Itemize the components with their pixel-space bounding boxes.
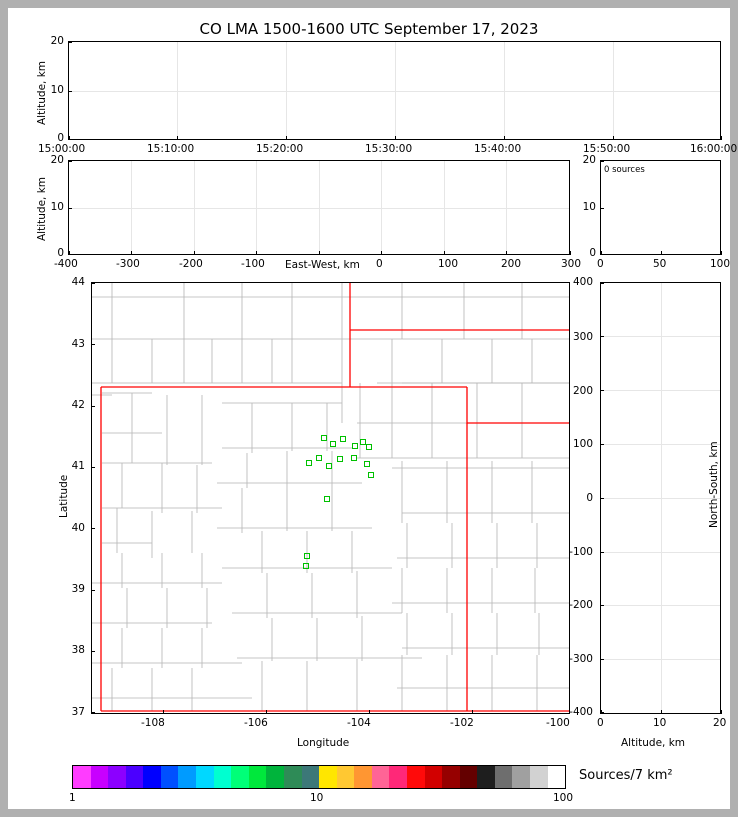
map-ytick-44: 44 (71, 276, 85, 288)
time-height-xtick-5: 15:50:00 (583, 143, 631, 155)
source-marker (324, 496, 330, 502)
colorbar-swatch (407, 766, 425, 788)
source-marker (303, 563, 309, 569)
ns-height-xtick-10: 10 (653, 717, 667, 729)
colorbar-tick-100: 100 (553, 792, 574, 804)
map-plot-area (92, 283, 569, 713)
source-marker (364, 461, 370, 467)
ew-height-ytick-0: 0 (57, 247, 64, 259)
ew-height-xtick-6: 200 (501, 258, 522, 270)
colorbar-swatch (249, 766, 267, 788)
ew-height-xlabel: East-West, km (285, 259, 360, 271)
source-marker (306, 460, 312, 466)
colorbar-tick-10: 10 (310, 792, 324, 804)
ns-height-ytick-300: 300 (572, 331, 593, 343)
ns-height-xlabel: Altitude, km (621, 737, 686, 749)
ew-height-xtick-7: 300 (561, 258, 582, 270)
map-xtick-108: -108 (141, 717, 165, 729)
map-ytick-39: 39 (71, 583, 85, 595)
source-histogram-xtick-0: 0 (597, 258, 604, 270)
source-marker (304, 553, 310, 559)
ns-height-plot-area (601, 283, 720, 713)
time-height-plot-area (69, 42, 720, 139)
ew-height-ylabel: Altitude, km (36, 176, 48, 241)
time-height-xtick-4: 15:40:00 (474, 143, 522, 155)
colorbar-swatch (512, 766, 530, 788)
figure-canvas (8, 8, 738, 809)
source-count-annotation: 0 sources (604, 165, 645, 175)
map-xtick-104: -104 (347, 717, 371, 729)
colorbar-swatch (73, 766, 91, 788)
time-height-ytick-20: 20 (50, 35, 64, 47)
source-histogram-ytick-10: 10 (582, 201, 596, 213)
map-ylabel: Latitude (58, 474, 70, 518)
colorbar-swatch (161, 766, 179, 788)
colorbar-swatch (460, 766, 478, 788)
ns-height-xtick-0: 0 (597, 717, 604, 729)
map-xlabel: Longitude (297, 737, 350, 749)
time-height-ylabel: Altitude, km (36, 60, 48, 125)
ns-height-ytick-200: 200 (572, 385, 593, 397)
map-ytick-42: 42 (71, 399, 85, 411)
ew-height-plot-area (69, 161, 569, 254)
time-height-xtick-3: 15:30:00 (365, 143, 413, 155)
time-height-ytick-10: 10 (50, 84, 64, 96)
source-marker (366, 444, 372, 450)
source-histogram-ytick-20: 20 (582, 154, 596, 166)
colorbar-swatch (442, 766, 460, 788)
source-marker (337, 456, 343, 462)
colorbar-swatch (530, 766, 548, 788)
source-marker (321, 435, 327, 441)
ns-height-ylabel: North-South, km (708, 441, 720, 528)
colorbar-swatch (143, 766, 161, 788)
colorbar-swatch (548, 766, 566, 788)
colorbar-tick-1: 1 (69, 792, 76, 804)
map-ytick-37: 37 (71, 706, 85, 718)
source-marker (351, 455, 357, 461)
time-height-xtick-2: 15:20:00 (256, 143, 304, 155)
source-marker (368, 472, 374, 478)
colorbar-swatch (266, 766, 284, 788)
time-height-xtick-1: 15:10:00 (147, 143, 195, 155)
colorbar-swatch (178, 766, 196, 788)
ns-height-ytick--300: -300 (569, 653, 593, 665)
map-xtick-100: -100 (546, 717, 570, 729)
map-ytick-40: 40 (71, 522, 85, 534)
ew-height-xtick-0: -400 (54, 258, 78, 270)
ns-height-xtick-20: 20 (713, 717, 727, 729)
colorbar-swatch (108, 766, 126, 788)
ns-height-panel[interactable] (600, 282, 721, 714)
colorbar-swatch (231, 766, 249, 788)
colorbar-swatch (284, 766, 302, 788)
colorbar-swatch (372, 766, 390, 788)
colorbar-swatch (126, 766, 144, 788)
ew-height-panel[interactable] (68, 160, 570, 255)
ns-height-ytick-0: 0 (586, 492, 593, 504)
figure-title: CO LMA 1500-1600 UTC September 17, 2023 (199, 20, 539, 38)
ns-height-ytick--100: -100 (569, 546, 593, 558)
map-ytick-38: 38 (71, 644, 85, 656)
colorbar-swatch (319, 766, 337, 788)
colorbar-swatch (302, 766, 320, 788)
colorbar-swatch (495, 766, 513, 788)
source-marker (330, 441, 336, 447)
state-county-boundaries (92, 283, 569, 713)
map-xtick-106: -106 (244, 717, 268, 729)
ns-height-ytick-400: 400 (572, 276, 593, 288)
colorbar-swatch (91, 766, 109, 788)
colorbar-swatch (477, 766, 495, 788)
source-histogram-xtick-100: 100 (710, 258, 731, 270)
time-height-xtick-0: 15:00:00 (38, 143, 86, 155)
colorbar-swatch (425, 766, 443, 788)
colorbar-swatch (354, 766, 372, 788)
ew-height-xtick-4: 0 (376, 258, 383, 270)
ew-height-ytick-20: 20 (50, 154, 64, 166)
source-marker (340, 436, 346, 442)
colorbar-swatch (214, 766, 232, 788)
source-marker (352, 443, 358, 449)
source-marker (316, 455, 322, 461)
source-histogram-ytick-0: 0 (589, 247, 596, 259)
ns-height-ytick--200: -200 (569, 599, 593, 611)
ns-height-ytick-100: 100 (572, 438, 593, 450)
colorbar-swatch (389, 766, 407, 788)
source-histogram-xtick-50: 50 (653, 258, 667, 270)
colorbar-swatch (337, 766, 355, 788)
map-ytick-41: 41 (71, 460, 85, 472)
ew-height-xtick-1: -300 (116, 258, 140, 270)
ns-height-ytick--400: -400 (569, 706, 593, 718)
ew-height-xtick-5: 100 (438, 258, 459, 270)
ew-height-xtick-3: -100 (241, 258, 265, 270)
plan-view-map-panel[interactable] (91, 282, 570, 714)
source-marker (326, 463, 332, 469)
colorbar[interactable] (72, 765, 566, 789)
source-histogram-panel[interactable] (600, 160, 721, 255)
map-xtick-102: -102 (450, 717, 474, 729)
ew-height-xtick-2: -200 (179, 258, 203, 270)
time-height-xtick-6: 16:00:00 (690, 143, 738, 155)
map-ytick-43: 43 (71, 338, 85, 350)
colorbar-label: Sources/7 km² (579, 768, 673, 783)
time-height-ytick-0: 0 (57, 132, 64, 144)
time-height-panel[interactable] (68, 41, 721, 140)
colorbar-swatch (196, 766, 214, 788)
ew-height-ytick-10: 10 (50, 201, 64, 213)
